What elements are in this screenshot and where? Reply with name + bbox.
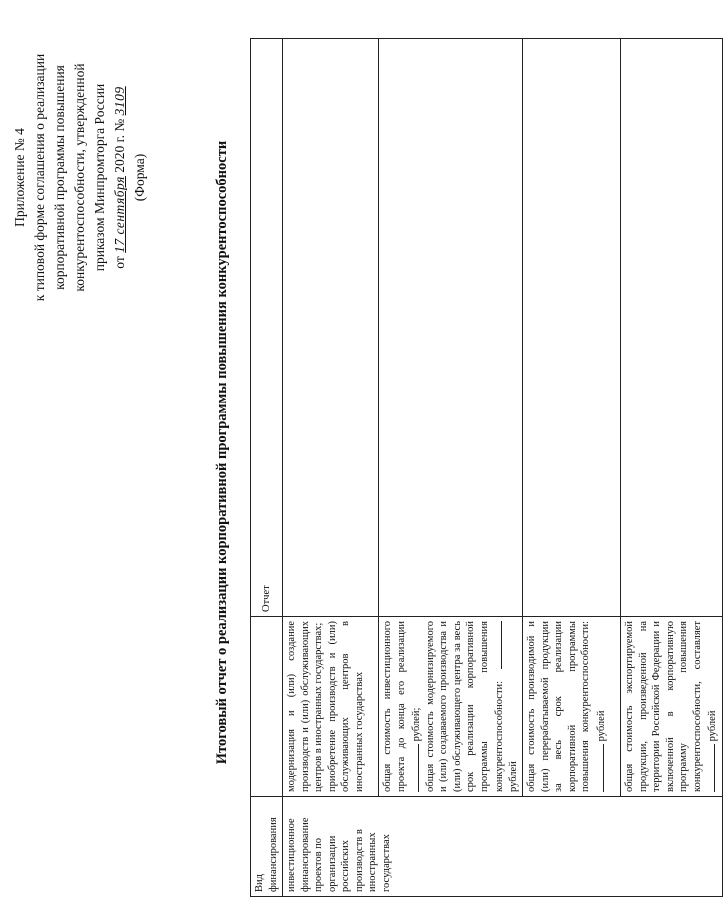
appendix-line: к типовой форме соглашения о реализации	[32, 53, 47, 302]
funding-type-cell: инвестиционное финансирование проектов по организации российских производств в иностранных государствах	[283, 797, 723, 897]
document-title: Итоговый отчет о реализации корпоративной программы повышения конкурентоспособности	[214, 140, 230, 765]
appendix-line: конкурентоспособности, утвержденной	[72, 63, 87, 292]
header-description	[251, 617, 283, 797]
handwritten-date: 17 сентября	[112, 176, 127, 253]
header-report: Отчет	[251, 39, 283, 617]
description-cell: общая стоимость инвестиционного проекта до конца его реализации рублей; общая стоимость модернизируемого и (или) создаваемого производства и (или) обслуживающего центра за весь срок реализации корпоративной программы повышения конкурентоспособности: рублей	[379, 617, 523, 797]
description-cell: общая стоимость экспортируемой продукции, произведенной на территории Российской Федерации и включенной в корпоративную программу повышения конкурентоспособности, составляет рублей	[621, 617, 723, 797]
appendix-line: приказом Минпромторга России	[92, 83, 107, 272]
blank-line	[593, 744, 604, 792]
table-row	[523, 39, 621, 897]
date-year: 2020 г. №	[112, 118, 127, 173]
table-header-row	[251, 39, 283, 897]
form-label: (Форма)	[132, 153, 147, 202]
report-table	[250, 38, 723, 897]
report-cell[interactable]	[379, 39, 523, 617]
report-cell[interactable]	[621, 39, 723, 617]
appendix-line: корпоративной программы повышения	[52, 65, 67, 290]
table-row	[621, 39, 723, 897]
report-cell[interactable]	[283, 39, 379, 617]
report-cell[interactable]	[523, 39, 621, 617]
description-cell: модернизация и (или) создание производств и (или) обслуживающих центров в иностранных государствах; приобретение производств и (или) обслуживающих центров в иностранных государствах	[283, 617, 379, 797]
appendix-date-line	[110, 10, 130, 345]
blank-line	[491, 621, 502, 669]
description-cell: общая стоимость производимой и (или) перерабатываемой продукции за весь срок реализации корпоративной программы повышения конкурентоспособности: рублей	[523, 617, 621, 797]
header-funding-type: Вид финансирования	[251, 797, 283, 897]
table-row	[283, 39, 379, 897]
blank-line	[408, 744, 419, 792]
handwritten-order-number: 3109	[112, 86, 127, 116]
appendix-header	[10, 10, 150, 345]
date-prefix: от	[112, 256, 127, 269]
table-row	[379, 39, 523, 897]
blank-line	[704, 744, 715, 792]
appendix-number: Приложение № 4	[12, 128, 27, 227]
